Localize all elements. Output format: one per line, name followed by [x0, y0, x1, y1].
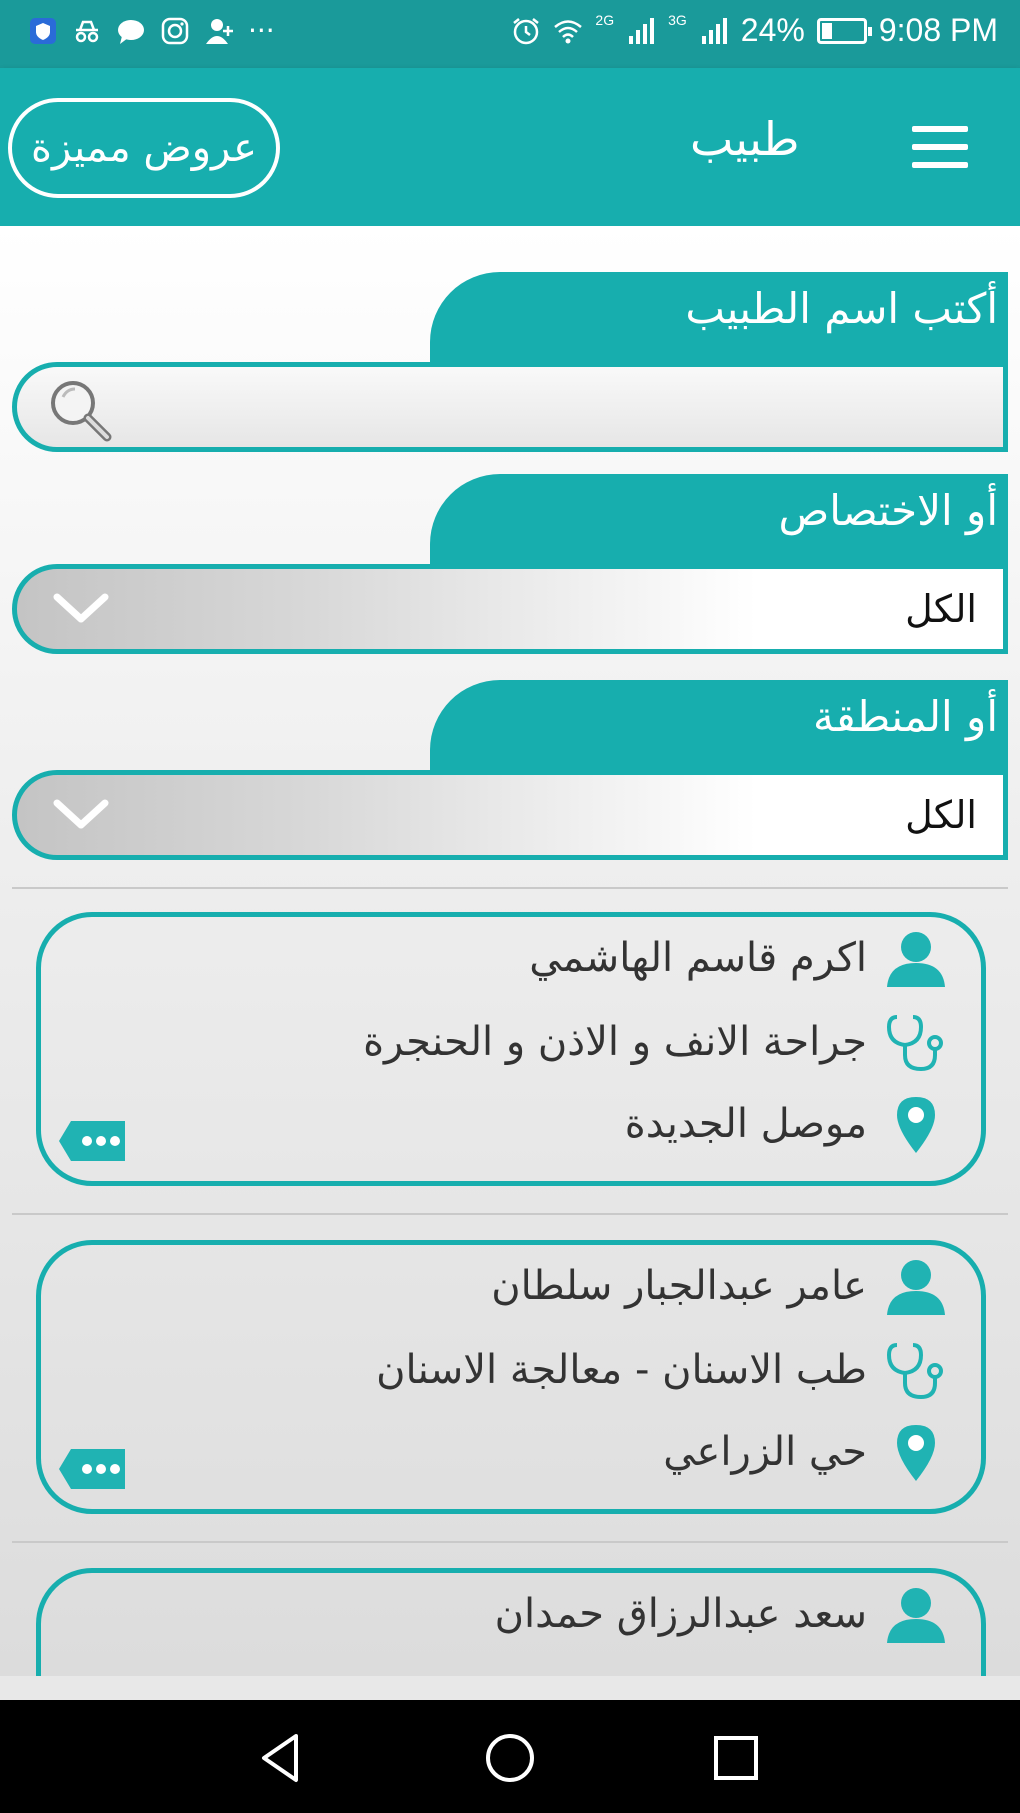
- recent-apps-icon[interactable]: [708, 1730, 764, 1786]
- doctor-name-search-input[interactable]: [12, 362, 1008, 452]
- region-select[interactable]: [12, 770, 1008, 860]
- chat-more-icon[interactable]: [57, 1445, 129, 1493]
- doctor-name: اكرم قاسم الهاشمي: [529, 935, 867, 981]
- network-2g-label: 2G: [595, 12, 615, 28]
- app-bar: [0, 68, 1020, 226]
- network-3g-label: 3G: [668, 12, 687, 28]
- back-icon[interactable]: [254, 1730, 310, 1786]
- chevron-down-icon: [51, 793, 111, 837]
- specialty-label: أو الاختصاص: [430, 474, 1008, 564]
- add-user-icon: [204, 16, 234, 46]
- system-nav-bar: [0, 1700, 1020, 1813]
- signal-icon-2: [699, 16, 729, 46]
- doctor-location: موصل الجديدة: [624, 1101, 867, 1147]
- incognito-icon: [72, 16, 102, 46]
- chat-more-icon[interactable]: [57, 1117, 129, 1165]
- divider: [12, 887, 1008, 889]
- menu-icon[interactable]: [912, 126, 968, 168]
- doctor-specialty: جراحة الانف و الاذن و الحنجرة: [363, 1019, 867, 1065]
- person-icon: [885, 1255, 947, 1317]
- page-title: طبيب: [690, 112, 800, 166]
- doctor-name-label: أكتب اسم الطبيب: [430, 272, 1008, 362]
- doctor-name-row: [491, 1255, 947, 1317]
- clock: 9:08 PM: [878, 12, 998, 48]
- person-icon: [885, 1583, 947, 1645]
- doctor-name-row: [495, 1583, 947, 1645]
- doctor-location-row: [625, 1093, 947, 1155]
- doctor-location-row: [663, 1421, 947, 1483]
- featured-offers-button[interactable]: عروض مميزة: [8, 98, 280, 198]
- wifi-icon: [553, 16, 583, 46]
- person-icon: [885, 927, 947, 989]
- search-icon[interactable]: [45, 375, 115, 445]
- stethoscope-icon: [885, 1339, 947, 1401]
- chevron-down-icon: [51, 587, 111, 631]
- notification-icons: [28, 14, 275, 47]
- shield-icon: [28, 16, 58, 46]
- doctor-name-row: [529, 927, 947, 989]
- doctor-name: عامر عبدالجبار سلطان: [491, 1263, 867, 1309]
- doctor-name: سعد عبدالرزاق حمدان: [494, 1591, 867, 1637]
- doctor-specialty-row: [376, 1339, 947, 1401]
- doctor-card[interactable]: [36, 1568, 986, 1676]
- signal-icon: [626, 16, 656, 46]
- doctor-card[interactable]: [36, 912, 986, 1186]
- stethoscope-icon: [885, 1011, 947, 1073]
- divider: [12, 1213, 1008, 1215]
- status-bar: [0, 0, 1020, 68]
- home-icon[interactable]: [482, 1730, 538, 1786]
- more-notifications: ···: [248, 14, 275, 47]
- doctor-specialty-row: [363, 1011, 947, 1073]
- system-status: [511, 12, 998, 49]
- alarm-icon: [511, 16, 541, 46]
- doctor-card[interactable]: [36, 1240, 986, 1514]
- region-selected-value: الكل: [905, 793, 977, 837]
- instagram-icon: [160, 16, 190, 46]
- location-pin-icon: [885, 1421, 947, 1483]
- specialty-selected-value: الكل: [905, 587, 977, 631]
- battery-percent: 24%: [740, 12, 805, 48]
- message-icon: [116, 16, 146, 46]
- battery-icon: [817, 18, 867, 44]
- specialty-select[interactable]: [12, 564, 1008, 654]
- divider: [12, 1541, 1008, 1543]
- search-content: [0, 226, 1020, 1676]
- doctor-specialty: طب الاسنان - معالجة الاسنان: [376, 1347, 867, 1393]
- location-pin-icon: [885, 1093, 947, 1155]
- region-label: أو المنطقة: [430, 680, 1008, 770]
- doctor-location: حي الزراعي: [663, 1429, 867, 1475]
